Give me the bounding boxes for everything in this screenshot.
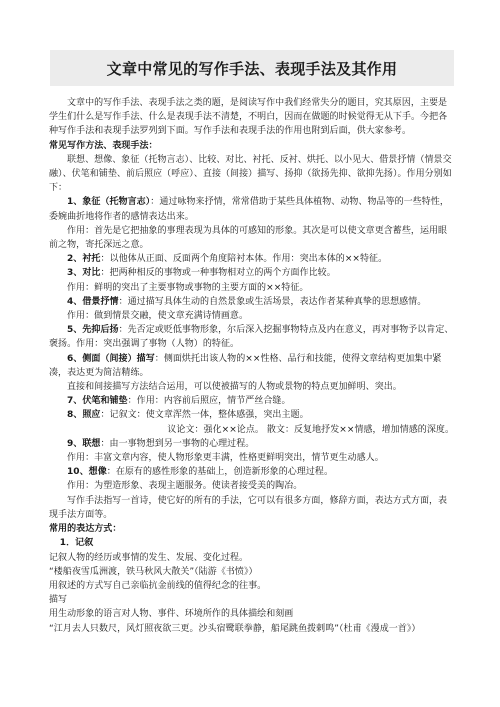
- intro-paragraph: 文章中的写作手法、表现手法之类的题，是阅读写作中我们经常失分的题目，究其原因，主要是学生们什么是写作手法、什么是表现手法不清楚，不明白，因而在做题的时候觉得无从下手。今把各种写作手法和表现手法罗列到下面。写作手法和表现手法的作用也附到后面，供大家参考。: [49, 98, 448, 137]
- item-indirect-description: [49, 352, 454, 380]
- quote-line: “江月去人只数尺，风灯照夜欲三更。沙头宿鹭联拳静，船尾跳鱼拨剌鸣”（杜甫《漫成一首》）: [49, 623, 421, 634]
- item-term: 5、先抑后扬: [67, 325, 119, 336]
- summary-paragraph: 写作手法指写一首诗，使它好的所有的手法，它可以有很多方面，修辞方面，表达方式方面，表现手法方面等。: [49, 495, 448, 520]
- item-text: ：作用：内容前后照应，情节严丝合缝。: [127, 396, 291, 407]
- item-text: ：记叙文：使文章浑然一体，整体感强，突出主题。: [100, 410, 309, 421]
- item-text: ：侧面烘托出该人物的××性格、品行和技能，使得文章结构更加集中紧凑，表达更为简洁精练。: [49, 353, 442, 378]
- document-body: [49, 96, 454, 636]
- item-contrast: [49, 266, 454, 280]
- title-banner: [50, 50, 454, 86]
- item-term: 4、借景抒情: [67, 296, 119, 307]
- item-text: ：由一事物想到另一事物的心理过程。: [100, 438, 255, 449]
- item-association: [49, 437, 454, 451]
- item-text: ：在原有的感性形象的基础上，创造新形象的心理过程。: [106, 467, 334, 478]
- item-term: 1、象征（托物言志）: [67, 197, 151, 208]
- item-effect: 作用：丰富文章内容，使人物形象更丰满，性格更鲜明突出，情节更生动感人。: [67, 453, 384, 464]
- item-foil: [49, 252, 454, 266]
- item-imagination: [49, 465, 454, 479]
- item-scenery-emotion: [49, 295, 454, 309]
- item-text: ：把两种相反的事物或一种事物相对立的两个方面作比较。: [100, 268, 336, 279]
- quote-line: “楼船夜雪瓜洲渡，铁马秋风大散关”（陆游《书愤》）: [49, 566, 258, 577]
- item-text: ：以他体从正面、反面两个角度陪衬本体。作用：突出本体的××特征。: [100, 254, 388, 265]
- page-title: 文章中常见的写作手法、表现手法及其作用: [106, 59, 398, 78]
- body-line: 用生动形象的语言对人物、事件、环境所作的具体描绘和刻画: [49, 609, 294, 620]
- item-echo: [49, 408, 454, 422]
- item-suppress-then-praise: [49, 323, 454, 351]
- body-line: 描写: [49, 595, 68, 606]
- item-effect: 作用：首先是它把抽象的事理表现为具体的可感知的形象。其次是可以使文章更含蓄些，运用眼前之物，寄托深远之意。: [49, 225, 448, 251]
- item-foreshadowing: [49, 394, 454, 408]
- subsection-heading: 1．记叙: [59, 538, 94, 549]
- item-effect: 作用：做到情景交融，使文章充满诗情画意。: [67, 311, 249, 322]
- item-effect: 直接和间接描写方法结合运用，可以使被描写的人物或景物的特点更加鲜明、突出。: [67, 382, 402, 393]
- body-line: 用叙述的方式写自己亲临抗金前线的值得纪念的往事。: [49, 580, 267, 591]
- item-text: ：通过描写具体生动的自然景象或生活场景，表达作者某种真挚的思想感情。: [118, 296, 427, 307]
- item-term: 10、想像: [67, 467, 107, 478]
- item-effect: 作用：为塑造形象、表现主题服务。使读者接受美的陶冶。: [67, 481, 303, 492]
- section2-heading: 常用的表达方式：: [49, 524, 122, 535]
- item-text: ：先否定或贬低事物形象，尔后深入挖掘事物特点及内在意义，再对事物予以肯定、褒扬。作用：突出强调了事物（人物）的特征。: [49, 325, 454, 350]
- item-term: 9、联想: [67, 438, 101, 449]
- item-term: 2、衬托: [67, 254, 101, 265]
- item-effect: 议论文：强化××论点。 散文：反复地抒发××情感，增加情感的深度。: [167, 424, 454, 435]
- item-text: ：通过咏物来抒情，常常借助于某些具体植物、动物、物品等的一些特性，委婉曲折地将作者的感情表达出来。: [49, 197, 449, 222]
- item-term: 3、对比: [67, 268, 101, 279]
- item-term: 6、侧面（间接）描写: [67, 353, 155, 364]
- body-line: 记叙人物的经历或事情的发生、发展、变化过程。: [49, 552, 249, 563]
- item-symbolism: [49, 195, 454, 223]
- item-term: 7、伏笔和铺垫: [67, 396, 128, 407]
- section1-heading: 常见写作方法、表现手法：: [49, 140, 158, 151]
- overview-paragraph: 联想、想像、象征（托物言志）、比较、对比、衬托、反衬、烘托、以小见大、借景抒情（情景交融）、伏笔和铺垫、前后照应（呼应）、直接（间接）描写、扬抑（欲扬先抑、欲抑先扬）。作用分别如下：: [49, 154, 452, 194]
- item-effect: 作用：鲜明的突出了主要事物或事物的主要方面的××特征。: [67, 282, 309, 293]
- item-term: 8、照应: [67, 410, 101, 421]
